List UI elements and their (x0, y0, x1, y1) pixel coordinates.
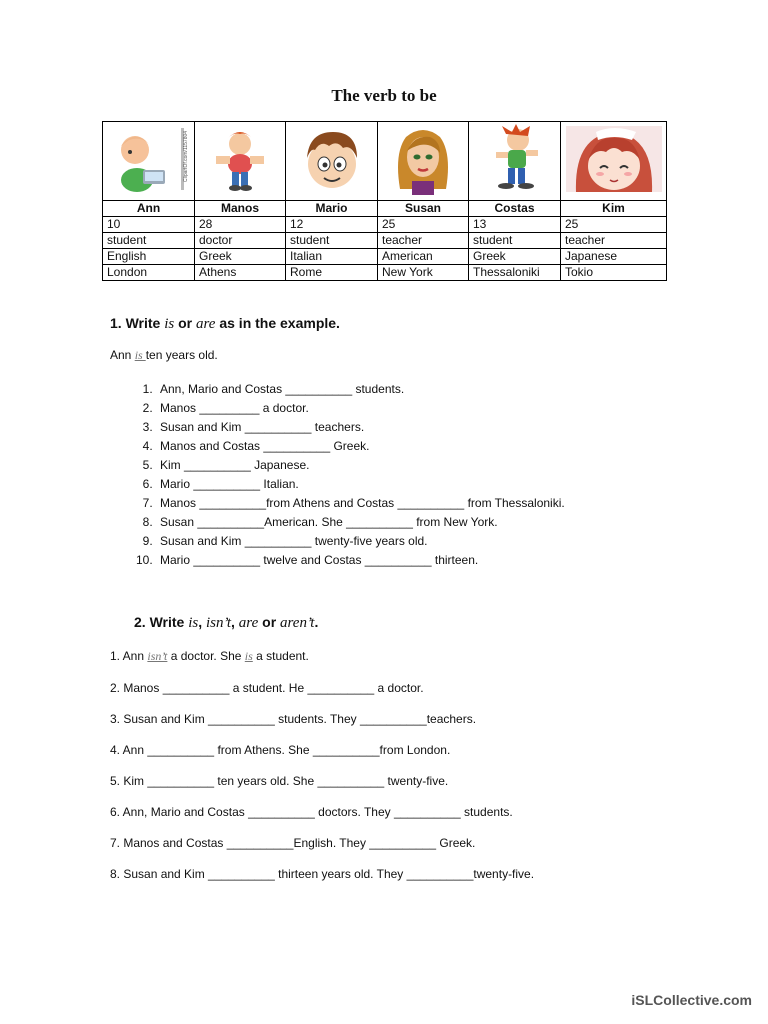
heading-text: 1. Write (110, 315, 165, 331)
exercise1-item: 6. Mario __________ Italian. (156, 475, 565, 494)
exercise2-item: 5. Kim __________ ten years old. She __________ twenty-five. (110, 774, 449, 788)
heading-text: or (258, 614, 281, 630)
nationality-cell: Italian (286, 249, 378, 265)
exercise2-example (110, 649, 309, 664)
exercise1-item: 9. Susan and Kim __________ twenty-five years old. (156, 532, 565, 551)
heading-text: . (314, 614, 319, 630)
susan-picture (390, 123, 456, 195)
exercise2-item: 6. Ann, Mario and Costas __________ doctors. They __________ students. (110, 805, 513, 819)
exercise1-item: 10. Mario __________ twelve and Costas __________ thirteen. (156, 551, 565, 570)
names-row (103, 201, 667, 217)
kim-picture (566, 126, 662, 192)
example-answer: is (134, 348, 146, 362)
age-cell: 10 (103, 217, 195, 233)
ann-picture (107, 122, 191, 196)
city-cell: Athens (195, 265, 286, 281)
manos-picture (208, 126, 272, 192)
job-cell: student (286, 233, 378, 249)
nationality-cell: English (103, 249, 195, 265)
city-cell: London (103, 265, 195, 281)
heading-text: as in the example. (215, 315, 340, 331)
exercise1-example (110, 348, 218, 363)
exercise2-heading (134, 614, 318, 632)
manos-picture-cell (195, 122, 286, 201)
exercise1-item: 3. Susan and Kim __________ teachers. (156, 418, 565, 437)
example-text: a doctor. She (167, 649, 245, 663)
city-cell: New York (378, 265, 469, 281)
exercise1-list (130, 380, 565, 570)
exercise2-item: 3. Susan and Kim __________ students. They __________teachers. (110, 712, 477, 726)
age-cell: 25 (561, 217, 667, 233)
job-cell: doctor (195, 233, 286, 249)
page-title: The verb to be (331, 86, 437, 105)
nationality-cell: Japanese (561, 249, 667, 265)
exercise1-item: 8. Susan __________American. She __________ from New York. (156, 513, 565, 532)
heading-are: are (196, 316, 216, 332)
age-cell: 12 (286, 217, 378, 233)
name-cell: Costas (469, 201, 561, 217)
city-cell: Thessaloniki (469, 265, 561, 281)
ages-row (103, 217, 667, 233)
ann-image-credit: ClipartOf.com/1157804 (182, 130, 189, 182)
heading-text: 2. Write (134, 614, 189, 630)
city-cell: Tokio (561, 265, 667, 281)
name-cell: Ann (103, 201, 195, 217)
name-cell: Susan (378, 201, 469, 217)
job-cell: teacher (561, 233, 667, 249)
ann-picture-cell (103, 122, 195, 201)
heading-arent: aren’t (280, 615, 315, 631)
name-cell: Mario (286, 201, 378, 217)
example-text: Ann (110, 348, 135, 362)
age-cell: 13 (469, 217, 561, 233)
job-cell: teacher (378, 233, 469, 249)
name-cell: Manos (195, 201, 286, 217)
name-cell: Kim (561, 201, 667, 217)
example-text: ten years old. (145, 348, 218, 362)
exercise2-item: 8. Susan and Kim __________ thirteen years old. They __________twenty-five. (110, 867, 535, 881)
jobs-row (103, 233, 667, 249)
heading-is: is (188, 615, 199, 631)
job-cell: student (469, 233, 561, 249)
site-watermark: iSLCollective.com (631, 992, 752, 1008)
heading-text: , (231, 614, 239, 630)
age-cell: 28 (195, 217, 286, 233)
pictures-row (103, 122, 667, 201)
heading-text: , (198, 614, 206, 630)
heading-text: or (174, 315, 196, 331)
example-answer: isn’t (147, 649, 168, 663)
exercise2-item: 2. Manos __________ a student. He __________ a doctor. (110, 681, 424, 695)
people-table (102, 121, 667, 281)
exercise2-item: 4. Ann __________ from Athens. She __________from London. (110, 743, 451, 757)
nationalities-row (103, 249, 667, 265)
nationality-cell: Greek (469, 249, 561, 265)
exercise1-heading (110, 315, 340, 333)
example-text: 1. Ann (110, 649, 148, 663)
exercise1-item: 4. Manos and Costas __________ Greek. (156, 437, 565, 456)
job-cell: student (103, 233, 195, 249)
costas-picture (482, 124, 548, 194)
exercise2-item: 7. Manos and Costas __________English. They __________ Greek. (110, 836, 476, 850)
heading-isnt: isn’t (206, 615, 232, 631)
mario-picture-cell (286, 122, 378, 201)
susan-picture-cell (378, 122, 469, 201)
nationality-cell: American (378, 249, 469, 265)
exercise1-item: 7. Manos __________from Athens and Costas __________ from Thessaloniki. (156, 494, 565, 513)
heading-is: is (164, 316, 175, 332)
city-cell: Rome (286, 265, 378, 281)
cities-row (103, 265, 667, 281)
nationality-cell: Greek (195, 249, 286, 265)
exercise1-item: 5. Kim __________ Japanese. (156, 456, 565, 475)
example-text: a student. (252, 649, 309, 663)
heading-are: are (238, 615, 259, 631)
age-cell: 25 (378, 217, 469, 233)
costas-picture-cell (469, 122, 561, 201)
example-answer: is (244, 649, 253, 663)
mario-picture (297, 126, 367, 192)
exercise1-item: 2. Manos _________ a doctor. (156, 399, 565, 418)
exercise1-item: 1. Ann, Mario and Costas __________ students. (156, 380, 565, 399)
kim-picture-cell (561, 122, 667, 201)
